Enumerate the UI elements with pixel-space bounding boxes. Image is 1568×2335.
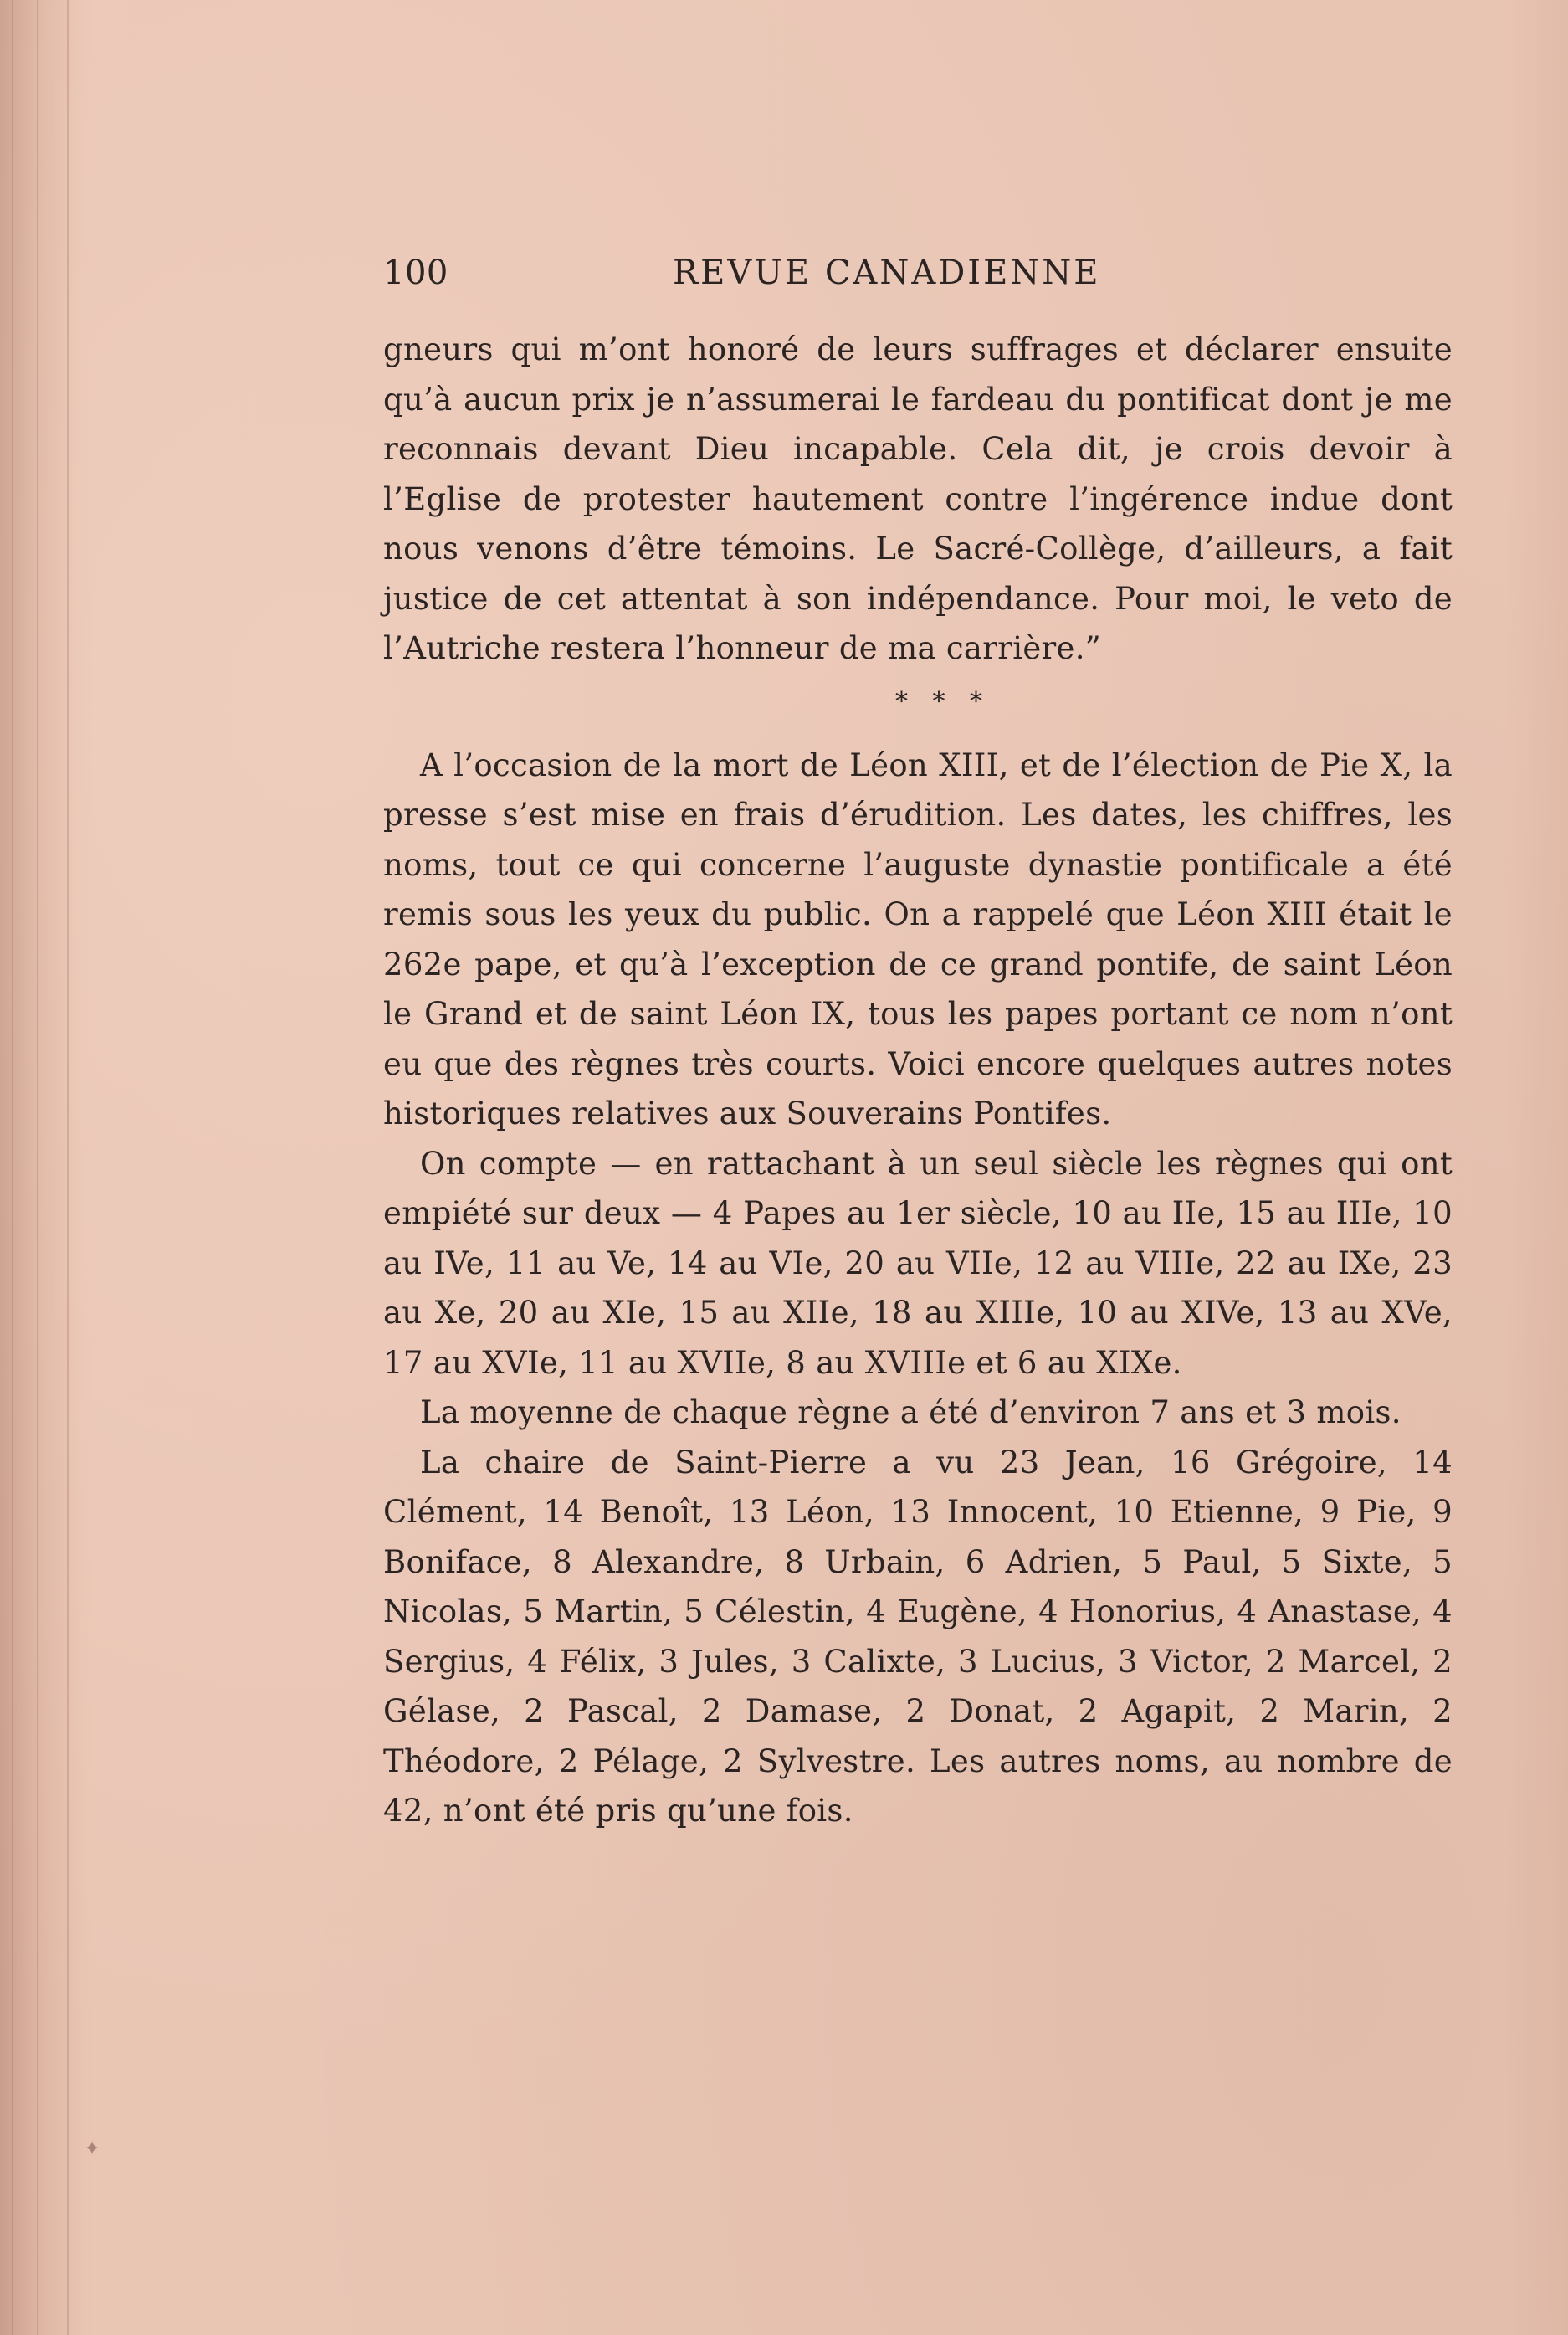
edge-line [67, 0, 69, 2335]
ink-smudge-icon: ✦ [84, 2137, 101, 2160]
body-text [383, 325, 1453, 1836]
paragraph-continued-quote: gneurs qui m’ont honoré de leurs suffrages et déclarer ensuite qu’à aucun prix je n’assumerai le fardeau du pontificat dont je me reconnais devant Dieu incapable. Cela dit, je crois devoir à l’Eglise de protester hautement contre l’ingérence indue dont nous venons d’être témoins. Le Sacré-Collège, d’ailleurs, a fait justice de cet attentat à son indépendance. Pour moi, le veto de l’Autriche restera l’honneur de ma carrière.” [383, 331, 1453, 666]
paragraph-moyenne-regne: La moyenne de chaque règne a été d’environ 7 ans et 3 mois. [420, 1394, 1401, 1430]
running-head: REVUE CANADIENNE [673, 254, 1101, 292]
edge-line [12, 0, 13, 2335]
edge-line [37, 0, 38, 2335]
page-header [383, 249, 1446, 296]
paragraph-papes-par-siecle: On compte — en rattachant à un seul siècle les règnes qui ont empiété sur deux — 4 Papes au 1er siècle, 10 au IIe, 15 au IIIe, 10 au IVe, 11 au Ve, 14 au VIe, 20 au VIIe, 12 au VIIIe, 22 au IXe, 23 au Xe, 20 au XIe, 15 au XIIe, 18 au XIIIe, 10 au XIVe, 13 au XVe, 17 au XVIe, 11 au XVIIe, 8 au XVIIIe et 6 au XIXe. [383, 1145, 1453, 1381]
paragraph-leon-xiii: A l’occasion de la mort de Léon XIII, et de l’élection de Pie X, la presse s’est mise en frais d’érudition. Les dates, les chiffres, les noms, tout ce qui concerne l’auguste dynastie pontificale a été remis sous les yeux du public. On a rappelé que Léon XIII était le 262e pape, et qu’à l’exception de ce grand pontife, de saint Léon le Grand et de saint Léon IX, tous les papes portant ce nom n’ont eu que des règnes très courts. Voici encore quelques autres notes historiques relatives aux Souverains Pontifes. [383, 747, 1453, 1132]
page-number: 100 [383, 254, 448, 292]
section-separator: * * * [894, 686, 992, 716]
paragraph-noms-papes: La chaire de Saint-Pierre a vu 23 Jean, 16 Grégoire, 14 Clément, 14 Benoît, 13 Léon, 13 Innocent, 10 Etienne, 9 Pie, 9 Boniface, 8 Alexandre, 8 Urbain, 6 Adrien, 5 Paul, 5 Sixte, 5 Nicolas, 5 Martin, 5 Célestin, 4 Eugène, 4 Honorius, 4 Anastase, 4 Sergius, 4 Félix, 3 Jules, 3 Calixte, 3 Lucius, 3 Victor, 2 Marcel, 2 Gélase, 2 Pascal, 2 Damase, 2 Donat, 2 Agapit, 2 Marin, 2 Théodore, 2 Pélage, 2 Sylvestre. Les autres noms, au nombre de 42, n’ont été pris qu’une fois. [383, 1444, 1453, 1829]
